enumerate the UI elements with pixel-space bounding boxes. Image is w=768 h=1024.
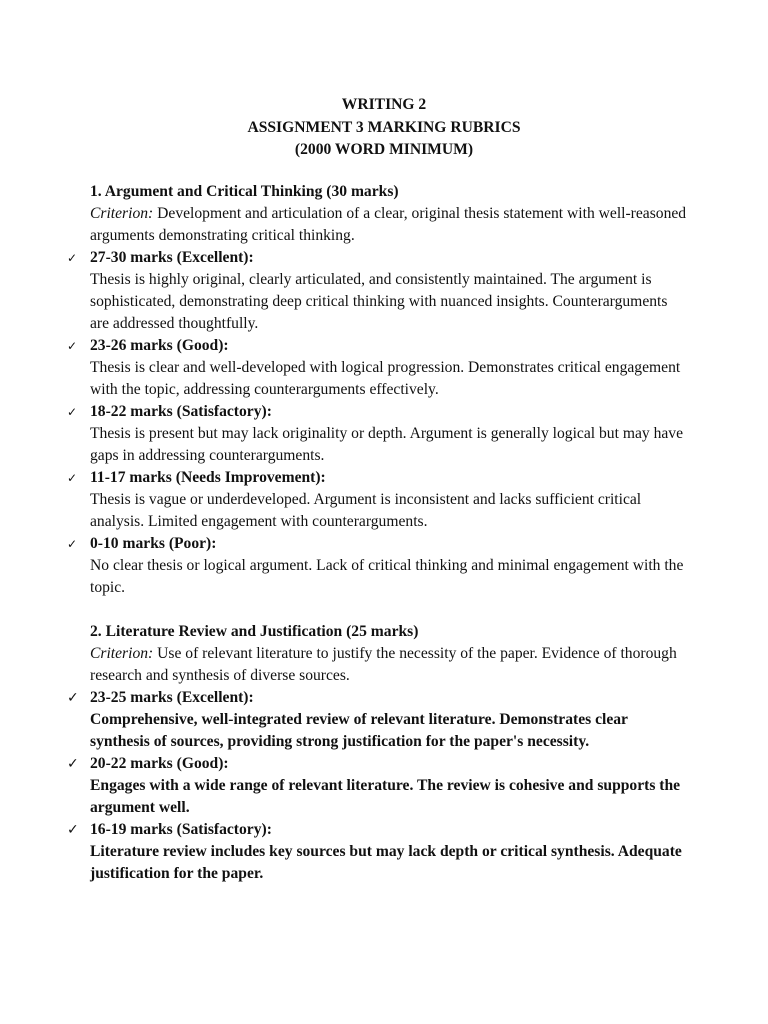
checkmark-icon: ✓ bbox=[67, 251, 78, 265]
checkmark-icon: ✓ bbox=[67, 537, 78, 551]
criterion-label: Criterion: bbox=[90, 205, 154, 222]
criterion bbox=[90, 203, 690, 247]
rubric-item-heading: 23-25 marks (Excellent): bbox=[90, 689, 254, 706]
rubric-item-description: Engages with a wide range of relevant literature. The review is cohesive and supports the argument well. bbox=[90, 777, 681, 816]
criterion bbox=[90, 643, 690, 687]
assignment-title: ASSIGNMENT 3 MARKING RUBRICS bbox=[247, 118, 521, 136]
rubric-item bbox=[67, 753, 690, 819]
course-title: WRITING 2 bbox=[341, 96, 427, 113]
criterion-label: Criterion: bbox=[90, 645, 154, 662]
section-argument bbox=[67, 181, 690, 599]
rubric-item-description: Literature review includes key sources but may lack depth or critical synthesis. Adequate justification for the paper. bbox=[90, 843, 682, 882]
section-literature-review bbox=[67, 621, 690, 885]
rubric-item-description: Thesis is vague or underdeveloped. Argument is inconsistent and lacks sufficient critical analysis. Limited engagement with counterarguments. bbox=[90, 491, 642, 530]
checkmark-icon: ✓ bbox=[67, 690, 79, 706]
rubric-item bbox=[67, 335, 690, 401]
rubric-item-heading: 11-17 marks (Needs Improvement): bbox=[90, 469, 326, 486]
checkmark-icon: ✓ bbox=[67, 405, 78, 419]
rubric-content bbox=[67, 181, 690, 885]
rubric-item bbox=[67, 819, 690, 885]
word-minimum-note: (2000 WORD MINIMUM) bbox=[294, 141, 474, 158]
section-spacer bbox=[90, 599, 690, 621]
checkmark-icon: ✓ bbox=[67, 756, 79, 772]
checkmark-icon: ✓ bbox=[67, 822, 79, 838]
criterion-text: Development and articulation of a clear, original thesis statement with well-reasoned arguments demonstrating critical thinking. bbox=[90, 205, 687, 244]
document-header bbox=[0, 94, 768, 162]
rubric-item-description: Comprehensive, well-integrated review of relevant literature. Demonstrates clear synthesis of sources, providing strong justification for the paper's necessity. bbox=[90, 711, 628, 750]
checkmark-icon: ✓ bbox=[67, 339, 78, 353]
rubric-item-heading: 16-19 marks (Satisfactory): bbox=[90, 821, 272, 838]
section-title: 2. Literature Review and Justification (25 marks) bbox=[90, 623, 419, 640]
rubric-item-description: Thesis is present but may lack originality or depth. Argument is generally logical but may have gaps in addressing counterarguments. bbox=[90, 425, 684, 464]
rubric-item bbox=[67, 247, 690, 335]
rubric-item bbox=[67, 467, 690, 533]
rubric-item-heading: 0-10 marks (Poor): bbox=[90, 535, 217, 552]
criterion-text: Use of relevant literature to justify the necessity of the paper. Evidence of thorough research and synthesis of diverse sources. bbox=[90, 645, 677, 684]
rubric-item bbox=[67, 401, 690, 467]
rubric-item-heading: 27-30 marks (Excellent): bbox=[90, 249, 254, 266]
rubric-item-heading: 23-26 marks (Good): bbox=[90, 337, 229, 354]
checkmark-icon: ✓ bbox=[67, 471, 78, 485]
rubric-item bbox=[67, 533, 690, 599]
rubric-item-heading: 18-22 marks (Satisfactory): bbox=[90, 403, 272, 420]
rubric-item bbox=[67, 687, 690, 753]
rubric-item-heading: 20-22 marks (Good): bbox=[90, 755, 229, 772]
section-title: 1. Argument and Critical Thinking (30 marks) bbox=[90, 183, 399, 200]
rubric-item-description: Thesis is highly original, clearly articulated, and consistently maintained. The argument is sophisticated, demonstrating deep critical thinking with nuanced insights. Counterarguments are addressed thoughtfully. bbox=[90, 271, 668, 332]
rubric-item-description: No clear thesis or logical argument. Lack of critical thinking and minimal engagement with the topic. bbox=[90, 557, 684, 596]
rubric-item-description: Thesis is clear and well-developed with logical progression. Demonstrates critical engagement with the topic, addressing counterarguments effectively. bbox=[90, 359, 681, 398]
